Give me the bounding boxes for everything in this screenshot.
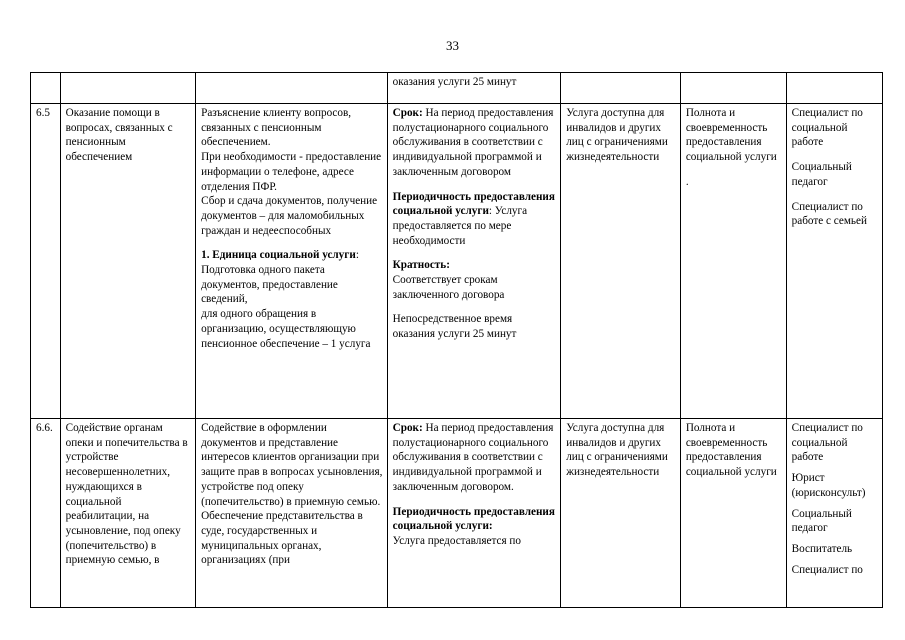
service-content (196, 104, 388, 419)
staff-item: Юрист (юрисконсульт) (791, 472, 866, 499)
table-row-continuation (31, 73, 883, 104)
staff-item: Специалист по социальной работе (791, 107, 863, 149)
table-row (31, 419, 883, 608)
cell-access (561, 73, 681, 104)
period-label: Периодичность предоставления социальной услуги (392, 190, 555, 218)
service-quality: Полнота и своевременность предоставления социальной услуги (680, 419, 786, 608)
quality-note: . (685, 175, 689, 188)
cell-staff (786, 73, 882, 104)
unit-line: Подготовка одного пакета документов, предоставление сведений, (201, 264, 338, 306)
multiplicity-label: Кратность: (392, 259, 450, 272)
content-line: Сбор и сдача документов, получение документов – для маломобильных граждан и недееспособных (201, 195, 378, 237)
service-staff (786, 419, 882, 608)
service-staff (786, 104, 882, 419)
service-name: Содействие органам опеки и попечительства в устройстве несовершеннолетних, нуждающихся в социальной реабилитации, на усыновление, под опеку (попечительство) в приемную семью, в (60, 419, 195, 608)
staff-item: Специалист по социальной работе (791, 422, 863, 464)
cell-term (387, 73, 561, 104)
service-term (387, 104, 561, 419)
time-text: оказания услуги 25 минут (392, 76, 517, 88)
staff-item: Специалист по (791, 563, 863, 576)
services-table (30, 72, 883, 608)
content-line: Разъяснение клиенту вопросов, связанных с пенсионным обеспечением. (201, 107, 352, 149)
term-label: Срок: (392, 107, 423, 119)
service-content: Содействие в оформлении документов и представление интересов клиентов организации при защите прав в вопросах усыновления, устройстве под опеку (попечительство) в приемную семью. Обеспечение представительства в суде, государственных и муниципальных органах, организациях (при (196, 419, 388, 608)
term-label: Срок: (392, 422, 423, 434)
staff-item: Социальный педагог (791, 507, 852, 535)
term-text: На период предоставления полустационарного социального обслуживания в соответствии с индивидуальной программой и заключенным договором (392, 107, 554, 178)
unit-title: 1. Единица социальной услуги (201, 249, 356, 262)
service-name: Оказание помощи в вопросах, связанных с пенсионным обеспечением (60, 104, 195, 419)
service-accessibility: Услуга доступна для инвалидов и других лиц с ограничениями жизнедеятельности (561, 419, 681, 608)
cell-num (31, 73, 61, 104)
staff-item: Воспитатель (791, 542, 853, 555)
term-text: На период предоставления полустационарного социального обслуживания в соответствии с индивидуальной программой и заключенным договором. (392, 422, 554, 493)
multiplicity-text: Соответствует срокам заключенного договора (392, 274, 505, 301)
time-text: Непосредственное время оказания услуги 25 минут (392, 313, 517, 341)
unit-line: для одного обращения в организацию, осуществляющую пенсионное обеспечение – 1 услуга (201, 308, 371, 350)
staff-item: Социальный педагог (791, 161, 852, 188)
period-text: : Услуга предоставляется по мере необходимости (392, 205, 528, 247)
staff-item: Специалист по работе с семьей (791, 200, 867, 228)
cell-name (60, 73, 195, 104)
cell-quality (680, 73, 786, 104)
service-term (387, 419, 561, 608)
service-number: 6.6. (31, 419, 61, 608)
period-label: Периодичность предоставления социальной услуги: (392, 505, 555, 533)
unit-colon: : (355, 249, 359, 262)
service-quality (680, 104, 786, 419)
service-number: 6.5 (31, 104, 61, 419)
content-line: При необходимости - предоставление информации о телефоне, адресе отделения ПФР. (201, 151, 382, 193)
page-number: 33 (446, 38, 459, 53)
table-row (31, 104, 883, 419)
quality-text: Полнота и своевременность предоставления социальной услуги (685, 107, 777, 164)
service-accessibility: Услуга доступна для инвалидов и других лиц с ограничениями жизнедеятельности (561, 104, 681, 419)
period-text: Услуга предоставляется по (392, 534, 521, 547)
cell-content (196, 73, 388, 104)
